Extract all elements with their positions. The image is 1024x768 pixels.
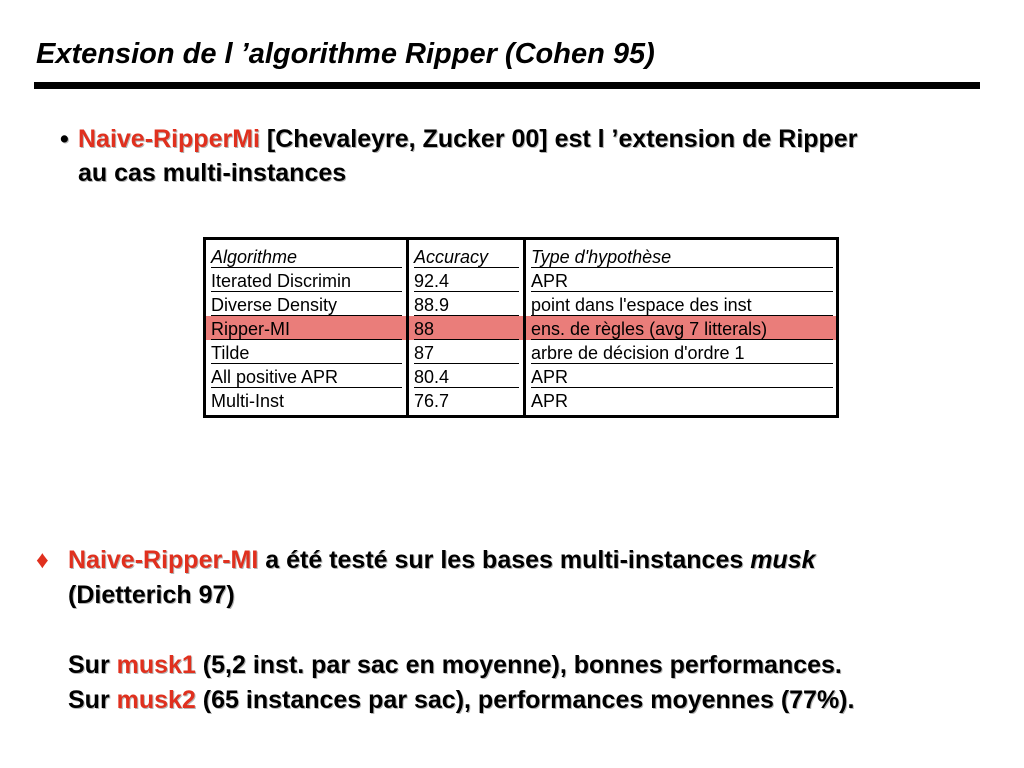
cell-type: APR <box>531 391 569 411</box>
table-row <box>206 364 836 388</box>
table-row-highlighted <box>206 316 836 340</box>
bullet1-text-line1: [Chevaleyre, Zucker 00] est l ’extension de Ripper <box>259 125 858 153</box>
bullet-naive-rippermi <box>60 122 980 190</box>
musk1-highlight: musk1 <box>116 651 196 679</box>
bullet-dot-icon: • <box>60 125 69 153</box>
cell-accuracy: 87 <box>409 340 523 364</box>
table-row <box>206 388 836 412</box>
table-column-divider <box>406 240 409 415</box>
table-row <box>206 268 836 292</box>
slide-title: Extension de l ’algorithme Ripper (Cohen 95) <box>36 38 655 70</box>
cell-accuracy: 76.7 <box>414 391 450 411</box>
bullet1-text-line2: au cas multi-instances <box>78 159 347 187</box>
diamond-bullet-icon: ♦ <box>36 546 49 574</box>
cell-accuracy: 88.9 <box>409 292 523 316</box>
bullet2-text: a été testé sur les bases multi-instances <box>258 546 751 574</box>
table-row <box>206 292 836 316</box>
table-column-divider <box>523 240 526 415</box>
cell-type: APR <box>526 268 837 292</box>
table-row <box>206 340 836 364</box>
musk2-line: Sur musk2 (65 instances par sac), performances moyennes (77%). <box>68 686 855 714</box>
results-table <box>203 237 839 418</box>
musk2-highlight: musk2 <box>116 686 196 714</box>
cell-algorithm: All positive APR <box>206 364 406 388</box>
cell-algorithm: Ripper-MI <box>206 316 406 340</box>
cell-accuracy: 92.4 <box>409 268 523 292</box>
table-header-row <box>206 244 836 268</box>
cell-algorithm: Iterated Discrimin <box>206 268 406 292</box>
cell-type: arbre de décision d'ordre 1 <box>526 340 837 364</box>
header-algorithme: Algorithme <box>206 244 406 268</box>
cell-algorithm: Diverse Density <box>206 292 406 316</box>
cell-accuracy: 80.4 <box>409 364 523 388</box>
cell-type: point dans l'espace des inst <box>526 292 837 316</box>
bullet1-highlight: Naive-RipperMi <box>78 125 260 153</box>
cell-algorithm: Multi-Inst <box>211 391 285 411</box>
bullet-musk-tests <box>36 543 996 718</box>
header-accuracy: Accuracy <box>409 244 523 268</box>
title-divider <box>34 82 980 89</box>
bullet2-highlight: Naive-Ripper-MI <box>68 546 259 574</box>
bullet2-italic-musk: musk <box>750 546 816 574</box>
header-type-hypothese: Type d'hypothèse <box>526 244 837 268</box>
cell-algorithm: Tilde <box>206 340 406 364</box>
musk1-line: Sur musk1 (5,2 inst. par sac en moyenne), bonnes performances. <box>68 651 842 679</box>
bullet2-line2: (Dietterich 97) <box>68 581 235 609</box>
cell-type: APR <box>526 364 837 388</box>
cell-accuracy: 88 <box>409 316 523 340</box>
cell-type: ens. de règles (avg 7 litterals) <box>526 316 837 340</box>
